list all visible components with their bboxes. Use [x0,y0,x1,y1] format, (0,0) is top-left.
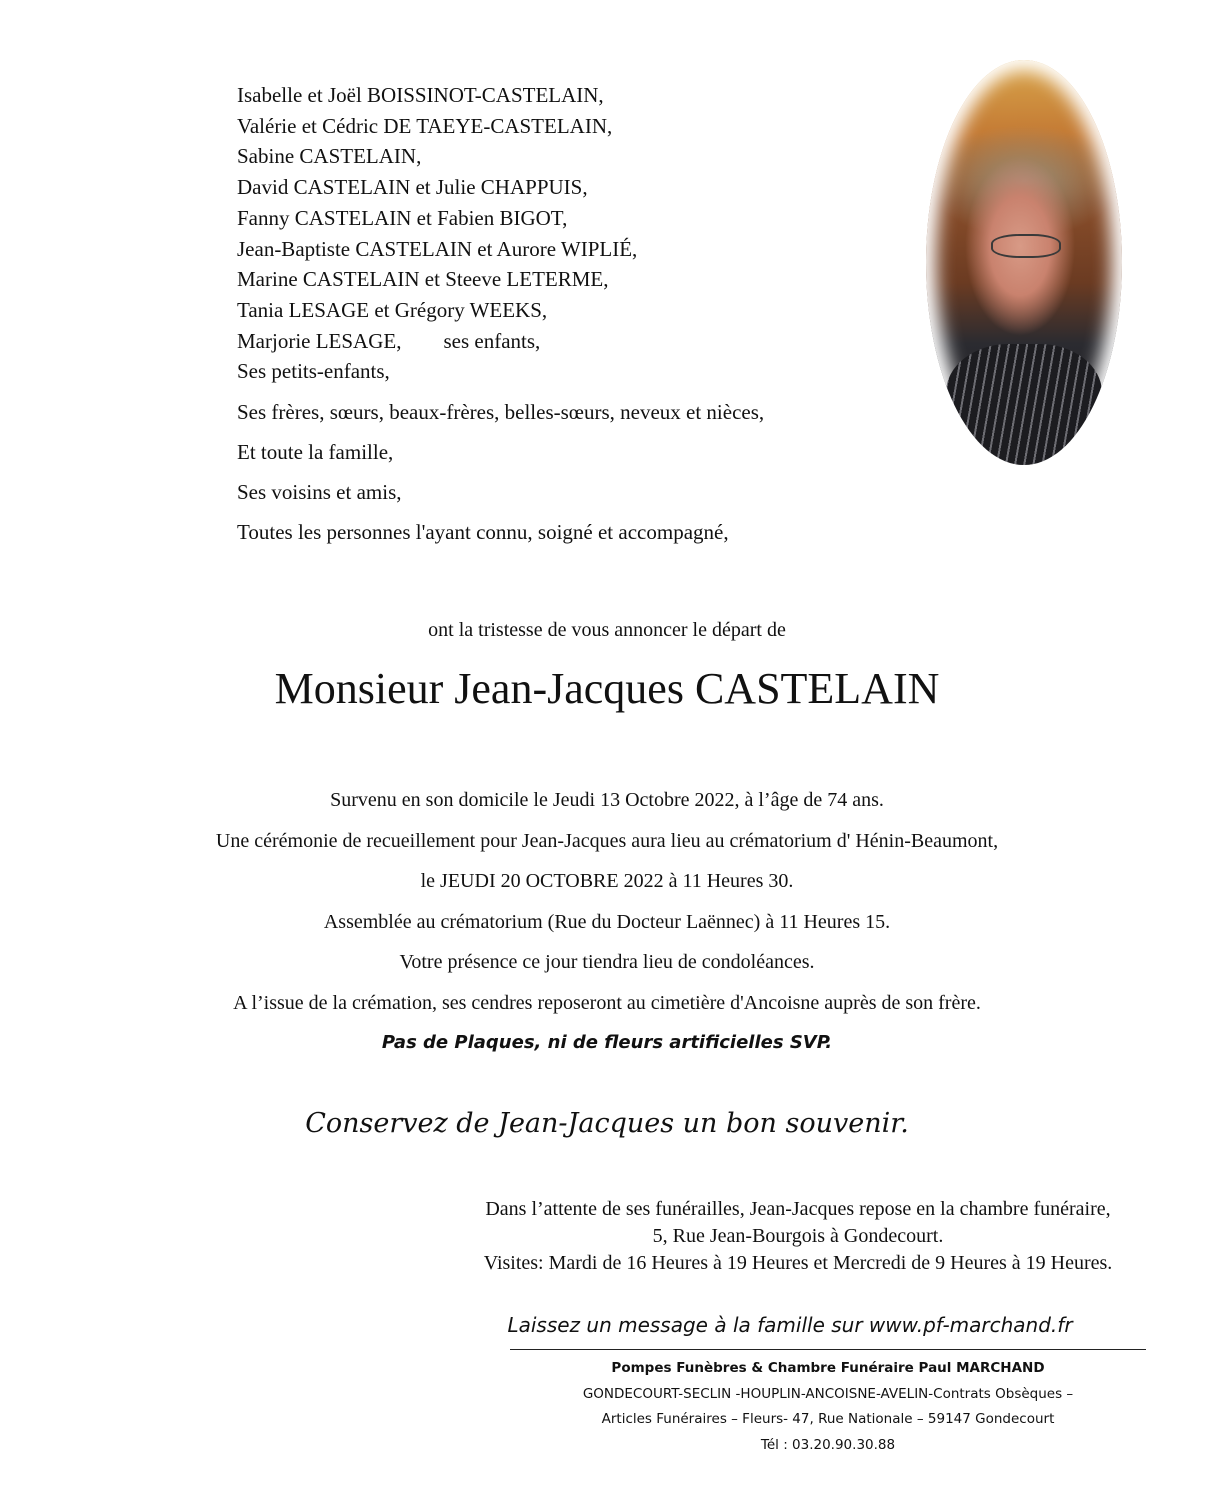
family-member: Isabelle et Joël BOISSINOT-CASTELAIN, [237,83,604,107]
children-label: ses enfants, [443,328,541,353]
resting-place-info [428,1196,1168,1277]
extended-family-line: Ses voisins et amis, [237,480,402,505]
rest-line: Dans l’attente de ses funérailles, Jean-Jacques repose en la chambre funéraire, [485,1198,1111,1220]
grandchildren-line: Ses petits-enfants, [237,359,390,384]
souvenir-text: Conservez de Jean-Jacques un bon souvenir. [305,1108,909,1139]
no-flowers-notice: Pas de Plaques, ni de fleurs artificielles SVP. [381,1032,833,1053]
online-message-link[interactable]: Laissez un message à la famille sur www.pf-marchand.fr [507,1313,1073,1337]
portrait-shirt [946,344,1103,466]
rest-line: 5, Rue Jean-Bourgois à Gondecourt. [652,1225,944,1247]
extended-family-line: Toutes les personnes l'ayant connu, soigné et accompagné, [237,520,729,545]
last-child-name: Marjorie LESAGE, [237,328,402,353]
announcement-text [0,619,1214,642]
rest-line: Visites: Mardi de 16 Heures à 19 Heures et Mercredi de 9 Heures à 19 Heures. [483,1252,1113,1274]
detail-line: Une cérémonie de recueillement pour Jean-Jacques aura lieu au crématorium d' Hénin-Beaumont, [215,829,999,852]
family-member: Valérie et Cédric DE TAEYE-CASTELAIN, [237,113,613,138]
portrait-glasses [991,234,1062,258]
family-member: David CASTELAIN et Julie CHAPPUIS, [237,175,588,200]
company-phone: Tél : 03.20.90.30.88 [760,1436,896,1453]
ceremony-details [0,785,1214,1069]
extended-family-line: Et toute la famille, [237,440,394,465]
detail-line: A l’issue de la crémation, ses cendres reposeront au cimetière d'Ancoisne auprès de son frère. [233,991,981,1014]
deceased-name: Monsieur Jean-Jacques CASTELAIN [274,664,940,713]
announcement-line: ont la tristesse de vous annoncer le départ de [428,619,786,641]
detail-line: Assemblée au crématorium (Rue du Docteur Laënnec) à 11 Heures 15. [323,910,891,933]
family-member: Jean-Baptiste CASTELAIN et Aurore WIPLIÉ, [237,236,638,261]
family-list [237,80,764,547]
detail-line: Votre présence ce jour tiendra lieu de condoléances. [399,951,815,973]
detail-line: le JEUDI 20 OCTOBRE 2022 à 11 Heures 30. [420,870,794,892]
family-member: Tania LESAGE et Grégory WEEKS, [237,297,548,322]
family-member-last [237,326,764,357]
deceased-portrait-photo [926,60,1122,465]
company-locations: GONDECOURT-SECLIN -HOUPLIN-ANCOISNE-AVELIN-Contrats Obsèques – [582,1385,1074,1402]
detail-line: Survenu en son domicile le Jeudi 13 Octobre 2022, à l’âge de 74 ans. [330,789,884,811]
company-name: Pompes Funèbres & Chambre Funéraire Paul MARCHAND [611,1360,1045,1376]
family-member: Fanny CASTELAIN et Fabien BIGOT, [237,205,568,230]
extended-family-line: Ses frères, sœurs, beaux-frères, belles-sœurs, neveux et nièces, [237,400,765,425]
family-member: Marine CASTELAIN et Steeve LETERME, [237,267,609,292]
funeral-home-footer [450,1356,1206,1458]
footer-divider [510,1349,1146,1350]
company-address: Articles Funéraires – Fleurs- 47, Rue Nationale – 59147 Gondecourt [601,1411,1055,1427]
family-member: Sabine CASTELAIN, [237,144,422,169]
